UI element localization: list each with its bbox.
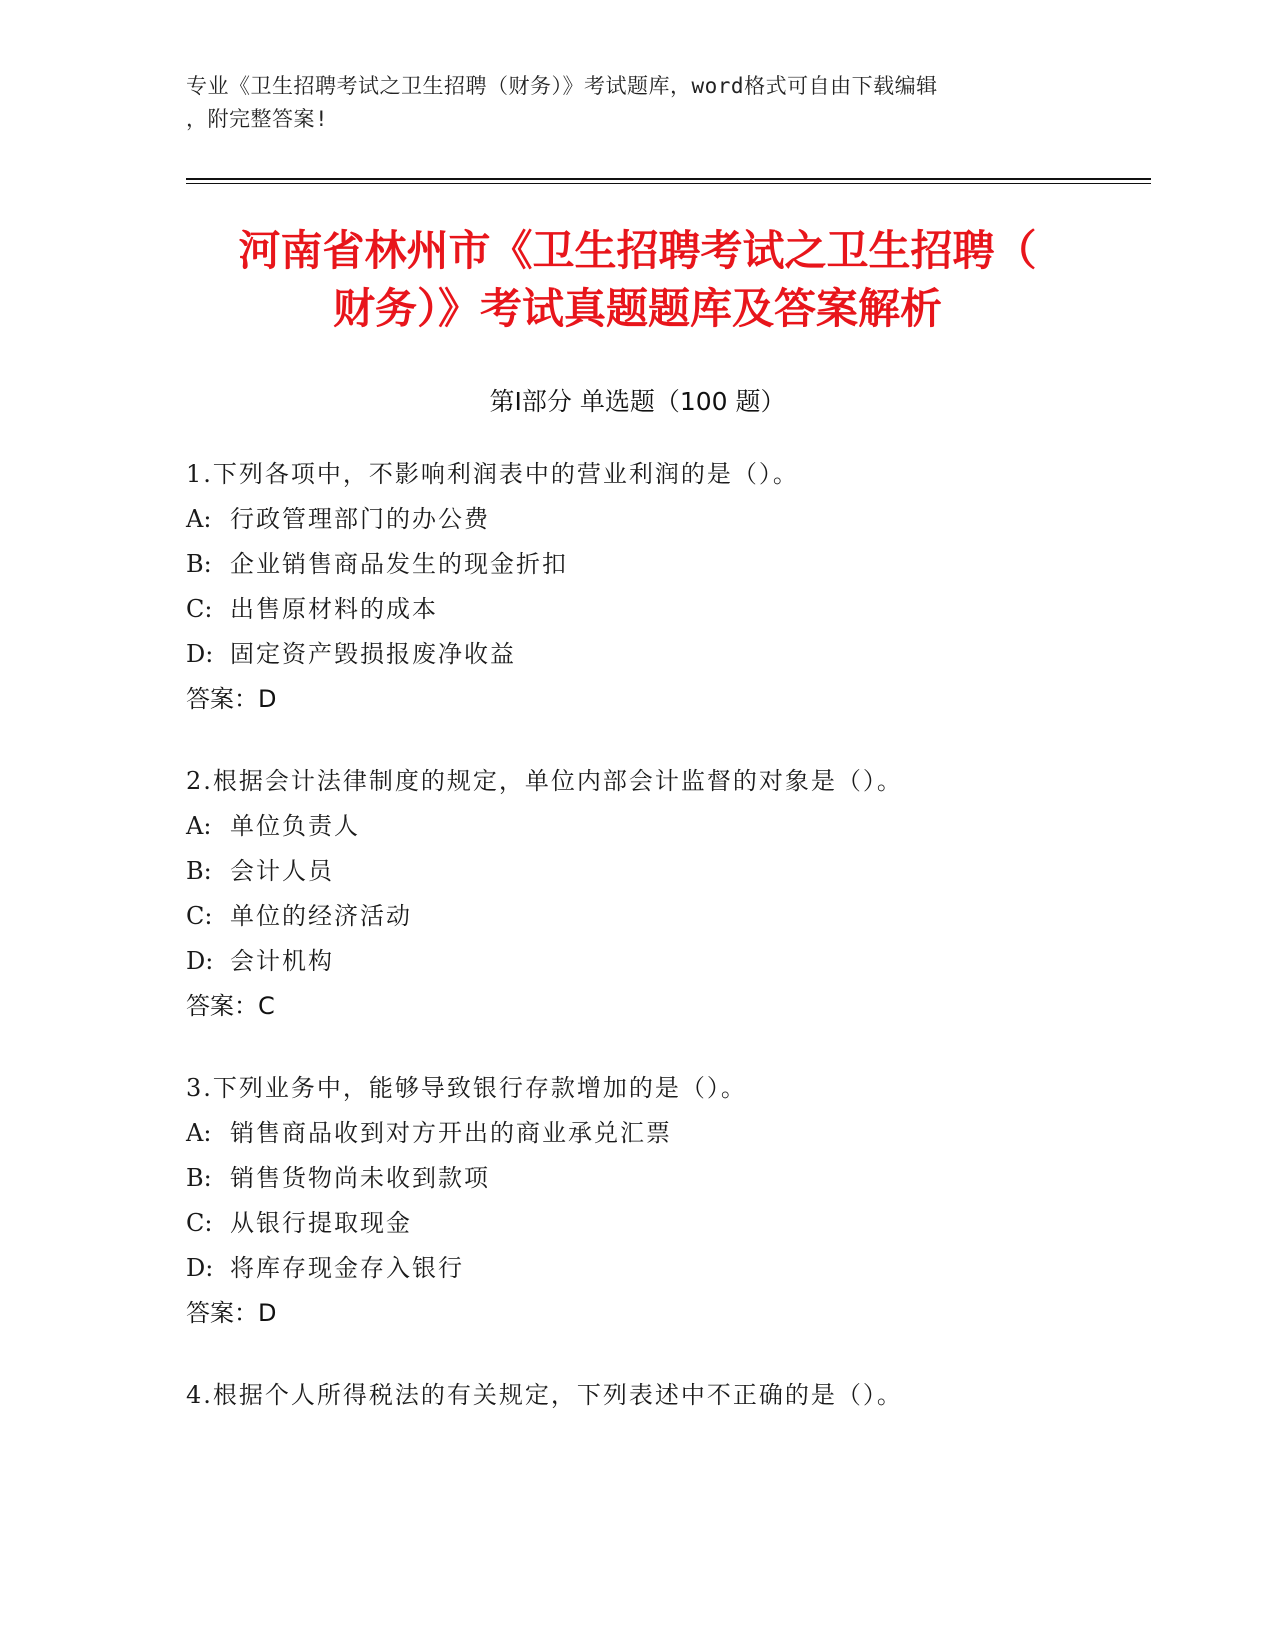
option-letter: C: [186,1209,213,1237]
option-b [186,849,1146,894]
option-letter: B: [186,857,212,885]
option-text: 从银行提取现金 [230,1209,412,1237]
option-text: 将库存现金存入银行 [230,1254,464,1282]
option-letter: B: [186,1164,212,1192]
question-stem: 2.根据会计法律制度的规定，单位内部会计监督的对象是（）。 [186,767,903,795]
question-1 [186,452,1146,722]
question-3 [186,1066,1146,1336]
option-letter: C: [186,902,213,930]
option-letter: B: [186,550,212,578]
option-b [186,1156,1146,1201]
option-letter: D: [186,640,214,668]
question-2 [186,759,1146,1029]
option-b [186,542,1146,587]
header-note-line-1: 专业《卫生招聘考试之卫生招聘（财务）》考试题库，word格式可自由下载编辑 [186,74,938,98]
header-note-line-2: ，附完整答案! [186,107,329,131]
option-letter: D: [186,947,214,975]
section-title: 第Ⅰ部分 单选题（100 题） [489,387,786,416]
header-note [186,70,1066,136]
option-d [186,632,1146,677]
option-text: 行政管理部门的办公费 [230,505,490,533]
option-a [186,1111,1146,1156]
answer: 答案：D [186,685,277,713]
option-letter: A: [186,812,212,840]
option-text: 会计机构 [230,947,334,975]
option-text: 固定资产毁损报废净收益 [230,640,516,668]
document-title-line-1: 河南省林州市《卫生招聘考试之卫生招聘（ [238,226,1037,275]
option-text: 会计人员 [230,857,334,885]
option-a [186,497,1146,542]
question-stem: 1.下列各项中，不影响利润表中的营业利润的是（）。 [186,460,799,488]
document-title [150,222,1125,338]
option-text: 销售货物尚未收到款项 [230,1164,490,1192]
answer: 答案：D [186,1299,277,1327]
question-4 [186,1373,1146,1418]
option-letter: A: [186,1119,212,1147]
header-divider-thin [186,183,1151,184]
option-text: 企业销售商品发生的现金折扣 [230,550,568,578]
option-c [186,1201,1146,1246]
option-a [186,804,1146,849]
document-title-line-2: 财务）》考试真题题库及答案解析 [332,284,942,333]
option-d [186,1246,1146,1291]
option-d [186,939,1146,984]
option-text: 出售原材料的成本 [230,595,438,623]
option-c [186,587,1146,632]
option-text: 单位的经济活动 [230,902,412,930]
option-c [186,894,1146,939]
question-stem: 3.下列业务中，能够导致银行存款增加的是（）。 [186,1074,747,1102]
option-letter: D: [186,1254,214,1282]
answer: 答案：C [186,992,275,1020]
question-stem: 4.根据个人所得税法的有关规定，下列表述中不正确的是（）。 [186,1381,903,1409]
option-text: 单位负责人 [230,812,360,840]
option-text: 销售商品收到对方开出的商业承兑汇票 [230,1119,672,1147]
option-letter: A: [186,505,212,533]
header-divider-thick [186,178,1151,180]
option-letter: C: [186,595,213,623]
